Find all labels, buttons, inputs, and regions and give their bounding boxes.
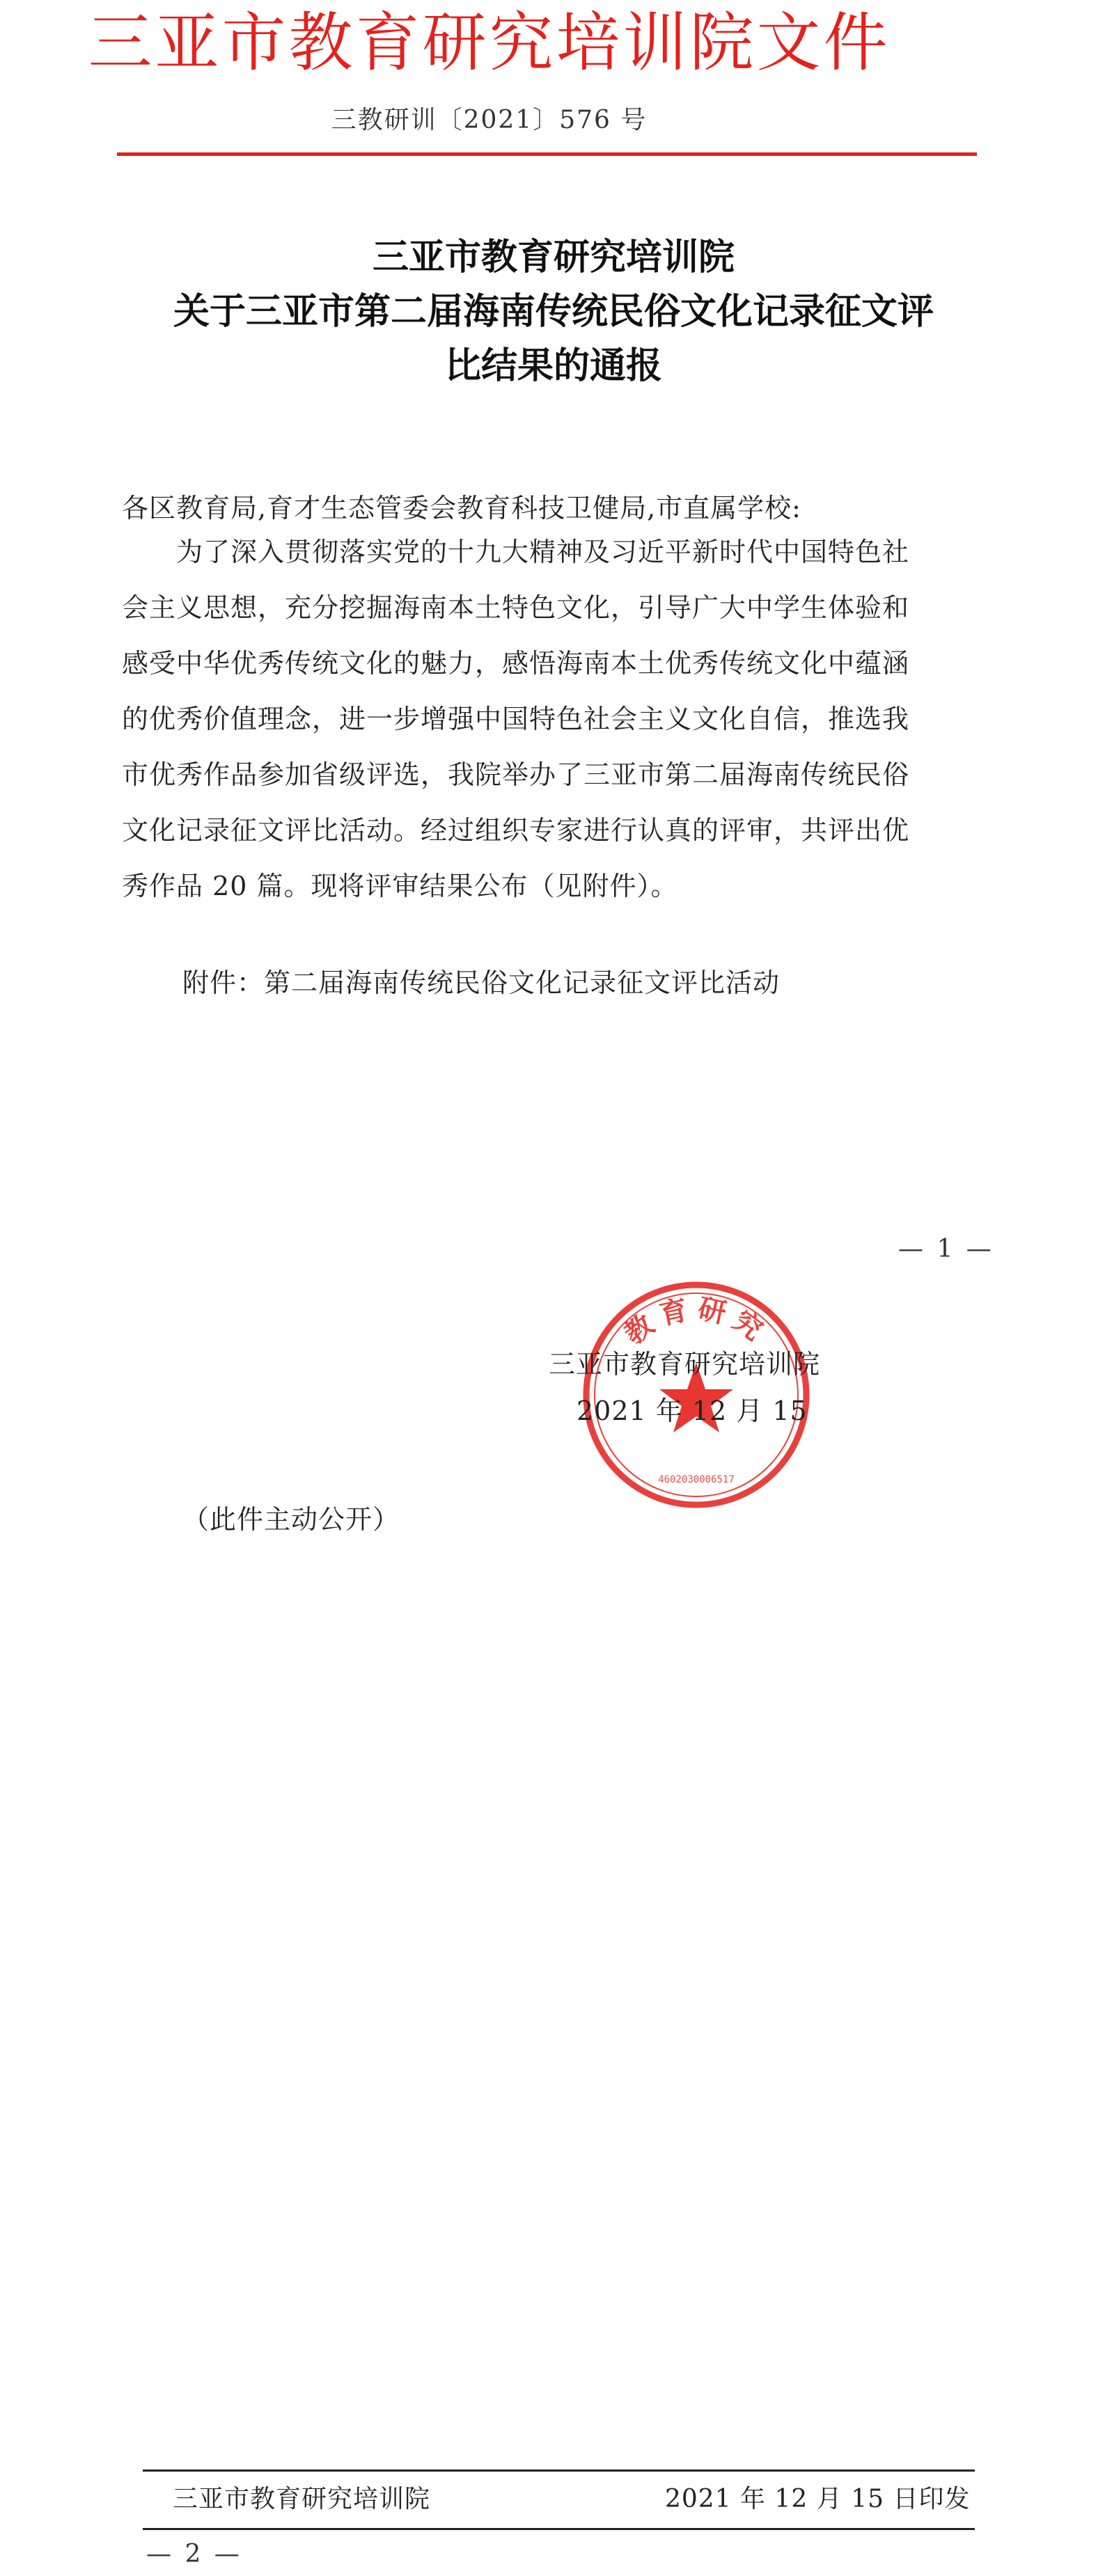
footer-print-date: 2021 年 12 月 15 日印发: [665, 2485, 971, 2513]
attachment-line: 附件：第二届海南传统民俗文化记录征文评比活动: [182, 967, 781, 998]
disclosure-note: （此件主动公开）: [182, 1504, 400, 1535]
seal-serial-number: 4602030006517: [658, 1474, 735, 1485]
page-number-2: — 2 —: [146, 2540, 242, 2568]
notice-heading-line-1: 三亚市教育研究培训院: [372, 237, 735, 278]
paragraph-line: 秀作品 20 篇。现将评审结果公布（见附件）。: [122, 871, 678, 901]
footer-bottom-rule: [143, 2528, 975, 2530]
page-number-1: — 1 —: [898, 1235, 994, 1263]
signing-date: 2021 年 12 月 15: [577, 1396, 808, 1426]
notice-body-paragraph: [122, 524, 1003, 914]
paragraph-line: 的优秀价值理念，进一步增强中国特色社会主义文化自信，推选我: [122, 704, 910, 734]
paragraph-line: 文化记录征文评比活动。经过组织专家进行认真的评审，共评出优: [122, 815, 910, 846]
footer-issuer: 三亚市教育研究培训院: [173, 2485, 431, 2513]
document-number: 三教研训〔2021〕576 号: [331, 106, 648, 134]
paragraph-line: 感受中华优秀传统文化的魅力，感悟海南本土优秀传统文化中蕴涵: [122, 648, 910, 679]
signing-organization: 三亚市教育研究培训院: [549, 1349, 821, 1380]
notice-heading-line-3: 比结果的通报: [444, 345, 662, 387]
document-header-title: 三亚市教育研究培训院文件: [88, 6, 891, 80]
paragraph-line: 会主义思想，充分挖掘海南本土特色文化，引导广大中学生体验和: [122, 592, 910, 623]
seal-arc-text: 教育研究: [618, 1293, 774, 1351]
recipients-line: 各区教育局,育才生态管委会教育科技卫健局,市直属学校:: [122, 493, 801, 523]
header-red-rule: [117, 152, 977, 156]
paragraph-line: 为了深入贯彻落实党的十九大精神及习近平新时代中国特色社: [122, 537, 910, 567]
footer-top-rule: [143, 2470, 975, 2472]
notice-heading-line-2: 关于三亚市第二届海南传统民俗文化记录征文评: [173, 291, 934, 333]
paragraph-line: 市优秀作品参加省级评选，我院举办了三亚市第二届海南传统民俗: [122, 759, 910, 790]
